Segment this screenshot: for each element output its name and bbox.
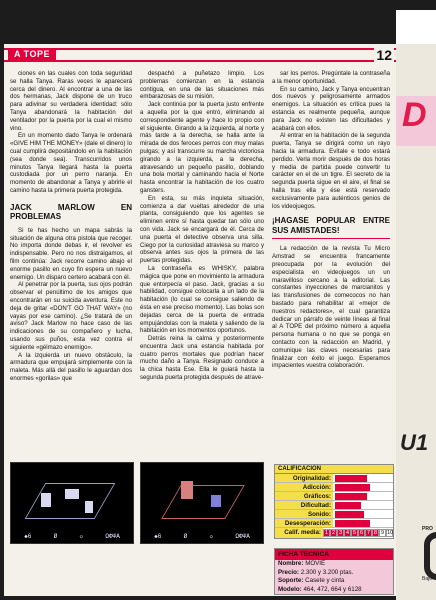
tech-value: 464, 472, 664 y 6128 bbox=[303, 585, 362, 593]
column-1 bbox=[10, 70, 132, 383]
rating-label: Desesperación: bbox=[275, 519, 333, 527]
paragraph: En esta, su más inquieta situación, comienza a dar vueltas alrededor de una planta, consiguiendo que los agentes se eliminen entre sí hasta quedar tan sólo uno con vida. Jack se encargará de él. Cerca de una puerta el detective observa una silla. Ciego por la curiosidad atraviesa su marco y observa antes sus ojos la primera de las puertas protegidas. bbox=[140, 194, 264, 265]
adjacent-pro-label: PRO bbox=[422, 526, 433, 532]
rating-bar bbox=[335, 520, 370, 527]
paragraph: ciones en las cuales con toda seguridad se halla Tanya. Raras veces le aparecerá cerca del dinero. Al encontrar a una de las dos hermanas, Jack dispone de un truco para adivinar su verdadera identidad: sólo Tanya abandonará la habitación del ventilador por la puerta por la cual el mismo vino. bbox=[10, 70, 132, 132]
rating-scale-cell: 1 bbox=[324, 530, 329, 536]
rating-row bbox=[275, 501, 393, 510]
rating-average-label: Calif. media: bbox=[275, 528, 323, 538]
rating-scale-cell: 4 bbox=[345, 530, 350, 536]
tech-sheet-row bbox=[275, 577, 393, 586]
paragraph: Al penetrar por la puerta, sus ojos podrán observar el penúltimo de los amigos que encontrarán en su suicida aventura. Este no deja de gritar «DON'T GO THAT WAY» (no vayas por ese camino). ¿Se tratará de un aviso? Jack Marlow no hace caso de las indicaciones de su compañero y lucha, usando sus puños, esta vez contra el siguiente «gélmazo enemigo». bbox=[10, 281, 132, 351]
paragraph: En un momento dado Tanya le ordenará «GIVE HIM THE MONEY» (dale el dinero) lo cual cumplirá depositándolo en la habitación (sea donde sea). Transcurridos unos minutos Tanya llegará hasta la puerta custodiada por un perro naranja. En momento de abandonar a Tanya y abrirle el camino hasta la primera puerta protegida. bbox=[10, 132, 132, 194]
game-sprite bbox=[85, 501, 93, 513]
paragraph: Si te has hecho un mapa sabrás la situación de alguna otra pistola que recoger. No importa donde debas ir, el revolver es indispensable. Pero no nos distraigamos, el film continúa: Jack recorre camino abajo el enorme pasillo en cuyo fin espera un nuevo enemigo. Un disparo certero acabará con él. bbox=[10, 226, 132, 281]
game-sprite bbox=[211, 495, 221, 507]
tech-value: MOVIE bbox=[305, 560, 326, 567]
hud-item: ΩΦΨΑ bbox=[235, 533, 250, 540]
game-screenshot-2 bbox=[140, 462, 264, 544]
tech-key: Modelo: bbox=[278, 585, 302, 593]
rating-bar bbox=[335, 484, 370, 491]
tech-value: Casete y cinta bbox=[305, 577, 345, 584]
adjacent-arc-shape bbox=[424, 532, 436, 580]
paragraph: despachó a puñetazo limpio. Los problemas comienzan en la estancia contigua, en una de las situaciones más embarazosas de su misión. bbox=[140, 70, 264, 101]
tech-key: Precio: bbox=[278, 568, 299, 576]
section-brand: A TOPE bbox=[8, 48, 56, 62]
adjacent-bajo-label: Bajo bbox=[422, 576, 433, 582]
rating-row bbox=[275, 519, 393, 528]
tech-key: Nombre: bbox=[278, 560, 304, 567]
subheading-jack-marlow: JACK MARLOW EN PROBLEMAS bbox=[10, 202, 132, 221]
paragraph: Jack continúa por la puerta justo enfrente a aquella por la que entró, eliminando al correspondiente agente y hace lo propio con el siguiente. Girando a la izquierda, al norte y más tarde a la derecha, se halla ante la mirada de dos feroces perros con muy malas pulgas; y así transcurre su marcha victoriosa girando a la izquierda, a la derecha, atravesando un pequeño pasillo, doblando una bola mortal y caminando hacia el Norte hasta encontrar la habitación de los cuatro gansters. bbox=[140, 101, 264, 194]
rating-bar bbox=[335, 511, 364, 518]
rating-label: Dificultad: bbox=[275, 501, 333, 509]
hud-item: ♠6 bbox=[154, 533, 162, 540]
paragraph: En su camino, Jack y Tanya encuentran dos nuevos y peligrosamente armados enemigos. La situación es crítica pues la estancia es realmente pequeña, aunque para Jack no existen las dificultades y acabará con ellos. bbox=[272, 85, 390, 132]
rating-bar bbox=[335, 493, 367, 500]
magazine-page bbox=[4, 44, 396, 596]
tech-sheet-row bbox=[275, 560, 393, 569]
adjacent-mid-text: U1 bbox=[400, 430, 429, 455]
adjacent-page-top bbox=[396, 10, 436, 44]
game-hud bbox=[13, 532, 131, 541]
rating-average-row bbox=[275, 528, 393, 538]
rating-scale-cell: 3 bbox=[338, 530, 343, 536]
rating-scale bbox=[323, 529, 393, 537]
rating-row bbox=[275, 510, 393, 519]
adjacent-page bbox=[396, 10, 436, 600]
section-header bbox=[4, 48, 396, 62]
rating-box bbox=[274, 464, 394, 539]
page-number: 12 bbox=[376, 47, 392, 63]
rating-row bbox=[275, 474, 393, 483]
scan-background bbox=[0, 0, 436, 44]
paragraph: Al entrar en la habitación de la segunda puerta, Tanya se dirigirá como un rayo hacia la armadura. Evítale e todo estará perdido. Verla morir después de dos horas y media de partida puede convertir tu carácter en el de un tigre. El secreto de la segunda puerta sigue en el aire, el final se halla tras ella y ése está reservado exclusivamente para auténticos genios de los videojuegos. bbox=[272, 132, 390, 210]
hud-item: ☼ bbox=[209, 533, 214, 540]
paragraph: La contraseña es WHISKY, palabra mágica que pone en movimiento la armadura que entorpecía el paso. Jack, gracias a su habilidad, consigue colocarla a un lado de la habitación (lo cual se consigue saliendo de ésta en ese preciso momento). Las bolas son dejadas cerca de la puerta de entrada empujándolas con la maleta y saliendo de la habitación en los momentos oportunos. bbox=[140, 264, 264, 335]
hud-item: ♠6 bbox=[24, 533, 32, 540]
paragraph: sar los perros. Pregúntale la contraseña a la menor oportunidad. bbox=[272, 70, 390, 85]
column-2 bbox=[140, 70, 264, 382]
hud-item: Ø bbox=[53, 533, 58, 540]
rating-label: Sonido: bbox=[275, 510, 333, 518]
game-sprite bbox=[181, 481, 193, 499]
game-hud bbox=[143, 532, 261, 541]
subheading-hagase-popular: ¡HAGASE POPULAR ENTRE SUS AMISTADES! bbox=[272, 216, 390, 239]
paragraph: A la izquierda un nuevo obstáculo, la armadura que empujará simplemente con la maleta. Más allá del pasillo le aguardan dos enormes «gorilas» que bbox=[10, 351, 132, 382]
tech-sheet-title: FICHA TECNICA bbox=[275, 549, 393, 560]
rating-scale-cell: 5 bbox=[352, 530, 357, 536]
rating-label: Originalidad: bbox=[275, 474, 333, 482]
rating-scale-cell: 10 bbox=[387, 530, 394, 536]
tech-sheet-row bbox=[275, 569, 393, 578]
rating-bar bbox=[335, 475, 367, 482]
rating-scale-cell: 8 bbox=[373, 530, 378, 536]
tech-value: 2.300 y 3.200 ptas. bbox=[300, 568, 354, 576]
rating-bar bbox=[335, 502, 361, 509]
paragraph: Detrás reina la calma y posteriormente encuentra Jack una estancia habitada por cuatro perros mortales que podrían hacer mucho daño a Tanya. Resignado conduce a la chica hasta Ese. Ella le guiará hasta la segunda puerta protegida después de atrave- bbox=[140, 335, 264, 382]
rating-scale-cell: 7 bbox=[366, 530, 371, 536]
hud-item: ΩΦΨΑ bbox=[105, 533, 120, 540]
adjacent-headline-letter: D bbox=[402, 96, 427, 134]
game-sprite bbox=[65, 489, 79, 499]
game-sprite bbox=[41, 493, 51, 507]
rating-label: Adicción: bbox=[275, 483, 333, 491]
isometric-floor bbox=[161, 485, 245, 519]
game-screenshot-1 bbox=[10, 462, 134, 544]
tech-sheet-row bbox=[275, 586, 393, 595]
rating-scale-cell: 6 bbox=[359, 530, 364, 536]
rating-row bbox=[275, 492, 393, 501]
hud-item: ☼ bbox=[79, 533, 84, 540]
hud-item: Ø bbox=[183, 533, 188, 540]
tech-sheet bbox=[274, 548, 394, 595]
rating-row bbox=[275, 483, 393, 492]
rating-scale-cell: 9 bbox=[380, 530, 385, 536]
rating-label: Gráficos: bbox=[275, 492, 333, 500]
rating-title: CALIFICACION bbox=[275, 465, 393, 474]
column-3 bbox=[272, 70, 390, 370]
tech-key: Soporte: bbox=[278, 577, 304, 584]
paragraph: La redacción de la revista Tu Micro Amstrad se encuentra francamente preocupada por la evolución del especialista en videojuegos un un maravilloso cercano a la editorial. Las constantes inyecciones de marcianitos y las transfusiones de comecocos no han bastado para rehabilitar al «mejor de nuestros redactores», el cual garantiza dedicar un párrafo de veinte líneas al final al A TOPE del próximo número a aquella persona humana o no que se ponga en contacto con la redacción en Madrid, y comunique las claves necesarias para finalizar con éxito el juego. Esperamos impacientes vuestra colaboración. bbox=[272, 245, 390, 370]
rating-scale-cell: 2 bbox=[331, 530, 336, 536]
